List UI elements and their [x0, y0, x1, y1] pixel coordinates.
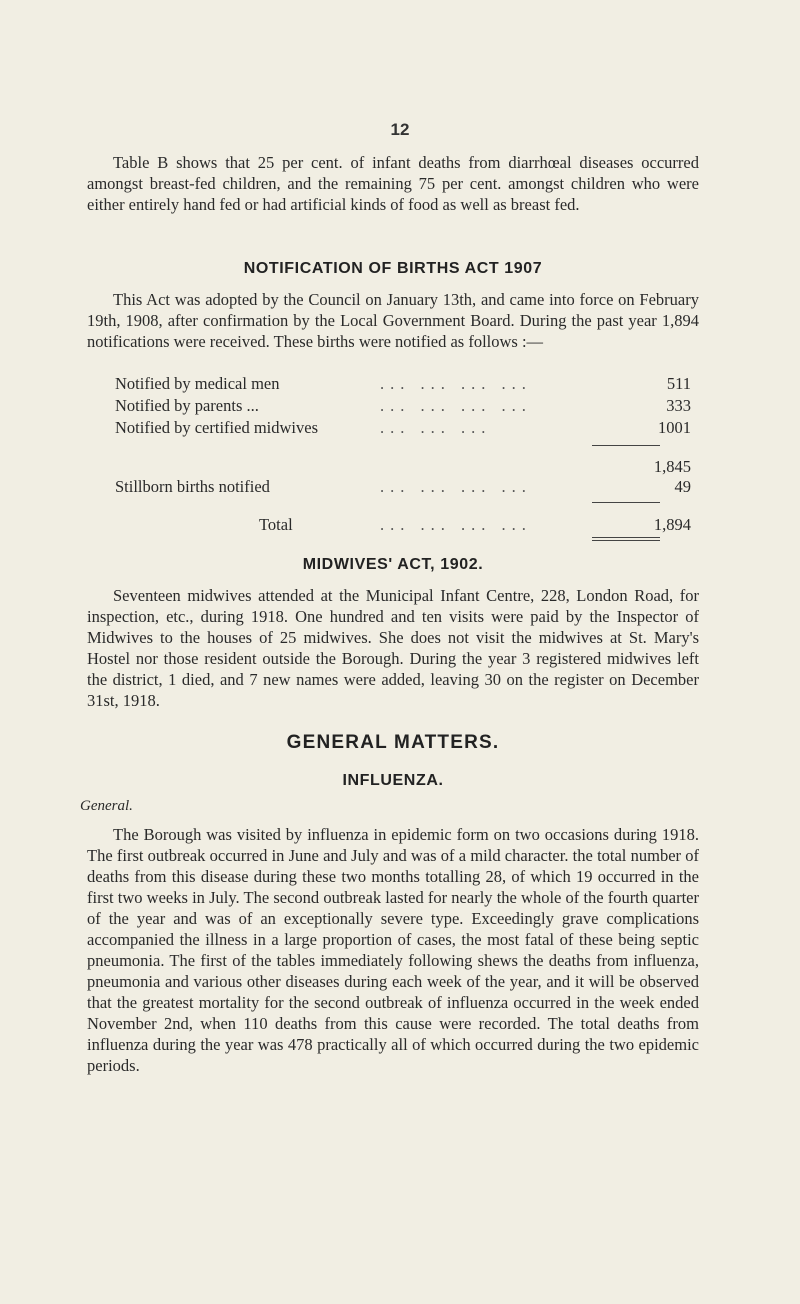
total-value: 1,894	[653, 515, 691, 534]
row-label: Stillborn births notified	[115, 477, 270, 496]
row-label: Notified by parents ...	[115, 396, 259, 415]
influenza-heading-wrap	[87, 772, 699, 790]
row-value: 1001	[658, 418, 691, 437]
general-subheading-wrap	[80, 797, 692, 815]
total-rule	[592, 502, 660, 503]
general-matters-heading-wrap	[87, 732, 699, 754]
intro-section	[87, 152, 699, 215]
total-double-rule-2	[592, 540, 660, 541]
subheading-general: General.	[80, 798, 133, 814]
section-heading-general-matters: GENERAL MATTERS.	[286, 732, 500, 753]
total-label: Total	[259, 515, 293, 534]
leader-dots: ... ... ... ...	[380, 515, 532, 534]
row-label: Notified by medical men	[115, 374, 280, 393]
midwives-heading-wrap	[87, 556, 699, 574]
page-number: 12	[390, 120, 410, 139]
row-label: Notified by certified midwives	[115, 418, 318, 437]
row-value: 333	[666, 396, 691, 415]
notification-section	[87, 289, 699, 352]
midwives-paragraph: Seventeen midwives attended at the Municipal Infant Centre, 228, London Road, for inspection, etc., during 1918. One hundred and ten visits were paid by the Inspector of Midwives to the houses of 25 midwives. She does not visit the midwives at St. Mary's Hostel nor those resident outside the Borough. During the year 3 registered midwives left the district, 1 died, and 7 new names were added, leaving 30 on the register on December 31st, 1918.	[87, 586, 699, 710]
table-row	[115, 396, 691, 416]
notification-section-heading-wrap	[87, 260, 699, 278]
row-value: 49	[674, 477, 691, 496]
leader-dots: ... ... ... ...	[380, 396, 532, 415]
table-row	[115, 418, 691, 438]
section-heading-notification: NOTIFICATION OF BIRTHS ACT 1907	[243, 260, 543, 277]
table-row	[115, 374, 691, 394]
section-heading-midwives: MIDWIVES' ACT, 1902.	[302, 556, 484, 573]
notification-paragraph: This Act was adopted by the Council on January 13th, and came into force on February 19th, 1908, after confirmation by the Local Government Board. During the past year 1,894 notifications were received. These births were notified as follows :—	[87, 290, 699, 351]
section-heading-influenza: INFLUENZA.	[342, 772, 444, 789]
row-value: 511	[666, 374, 691, 393]
influenza-section	[87, 824, 699, 1076]
leader-dots: ... ... ... ...	[380, 477, 532, 496]
leader-dots: ... ... ... ...	[380, 374, 532, 393]
subtotal-row	[115, 457, 691, 477]
notifications-table	[87, 374, 699, 544]
total-double-rule-1	[592, 537, 660, 538]
subtotal-value: 1,845	[653, 457, 691, 476]
leader-dots: ... ... ...	[380, 418, 492, 437]
total-row	[115, 515, 691, 535]
influenza-paragraph: The Borough was visited by influenza in epidemic form on two occasions during 1918. The first outbreak occurred in June and July and was of a mild character. the total number of deaths from this disease during these two months totalling 28, of which 19 occurred in the first two weeks in July. The second outbreak lasted for nearly the whole of the fourth quarter of the year and was of an exceptionally severe type. Exceedingly grave complications accompanied the illness in a large proportion of cases, the most fatal of these being septic pneumonia. The first of the tables immediately following shews the deaths from influenza, pneumonia and various other diseases during each week of the year, and it will be observed that the greatest mortality for the second outbreak of influenza occurred in the week ended November 2nd, when 110 deaths from this cause were recorded. The total deaths from influenza during the year was 478 practically all of which occurred during the two epidemic periods.	[87, 825, 699, 1075]
table-row	[115, 477, 691, 497]
subtotal-rule	[592, 445, 660, 446]
intro-paragraph: Table B shows that 25 per cent. of infant deaths from diarrhœal diseases occurred amongst breast-fed children, and the remaining 75 per cent. amongst children who were either entirely hand fed or had artificial kinds of food as well as breast fed.	[87, 153, 699, 214]
midwives-section	[87, 585, 699, 711]
